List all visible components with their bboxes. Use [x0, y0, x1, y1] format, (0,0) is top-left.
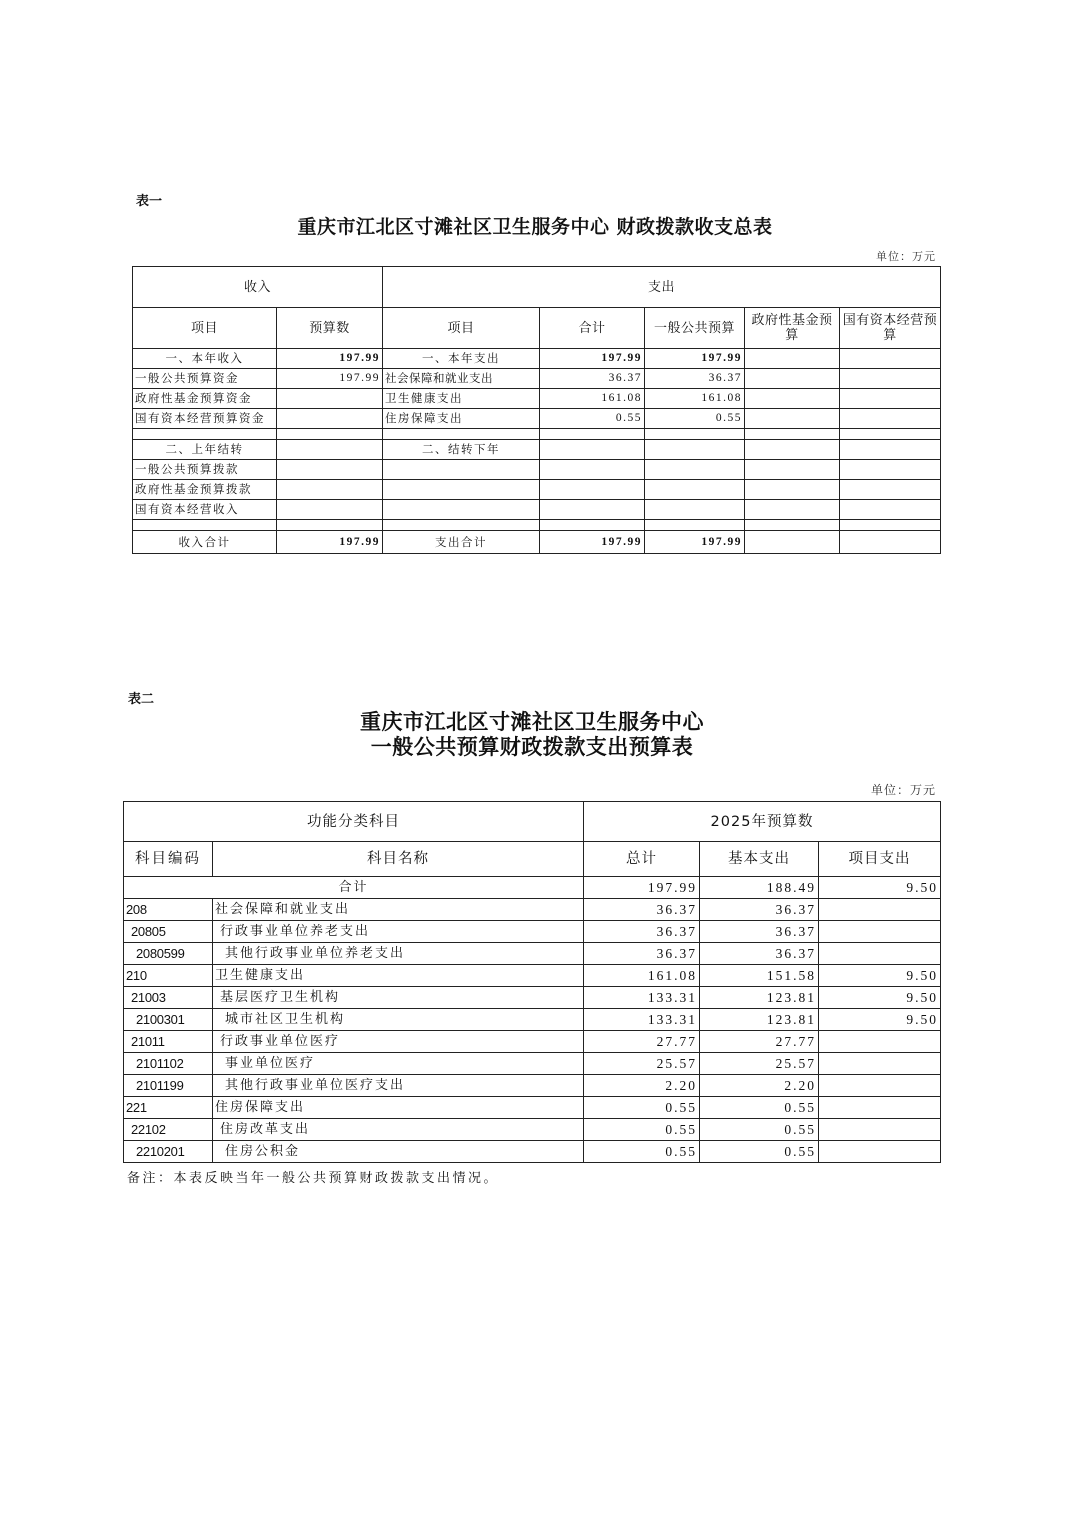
cell-project: 9.50: [819, 965, 941, 987]
cell-general-public: [645, 480, 745, 500]
cell-gov-fund: [745, 389, 840, 409]
cell-project: 9.50: [819, 987, 941, 1009]
cell-basic: 27.77: [700, 1031, 819, 1053]
cell-basic: 0.55: [700, 1097, 819, 1119]
cell-general-public: [645, 500, 745, 520]
summary-table-row: [133, 480, 941, 500]
cell-total: 197.99: [540, 349, 645, 369]
cell-total: 133.31: [584, 987, 700, 1009]
cell-total: 36.37: [584, 943, 700, 965]
col-header-name: 科目名称: [213, 842, 584, 877]
expense-group-header: 支出: [383, 267, 941, 308]
cell-income-budget: 197.99: [277, 531, 383, 554]
cell-name: 其他行政事业单位养老支出: [213, 943, 584, 965]
cell-total: 25.57: [584, 1053, 700, 1075]
category-group-header: 功能分类科目: [124, 802, 584, 842]
table1-title: 重庆市江北区寸滩社区卫生服务中心 财政拨款收支总表: [297, 216, 773, 238]
col-header-income-item: 项目: [133, 308, 277, 349]
total-row-label: 合计: [124, 877, 584, 899]
expenditure-table-row: [124, 1031, 941, 1053]
cell-code: 22102: [124, 1119, 213, 1141]
cell-state-capital: [840, 531, 941, 554]
table2-tag: 表二: [128, 692, 155, 707]
summary-table-row: [133, 440, 941, 460]
cell-general-public: [645, 440, 745, 460]
cell-total: 36.37: [584, 899, 700, 921]
total-row: [124, 877, 941, 899]
cell-basic: 151.58: [700, 965, 819, 987]
cell-income-item: 政府性基金预算资金: [133, 389, 277, 409]
cell-total: [540, 460, 645, 480]
cell-name: 社会保障和就业支出: [213, 899, 584, 921]
cell-gov-fund: [745, 429, 840, 440]
cell-expense-item: [383, 500, 540, 520]
cell-state-capital: [840, 429, 941, 440]
cell-basic: 36.37: [700, 899, 819, 921]
expenditure-table-row: [124, 1009, 941, 1031]
expenditure-table-row: [124, 943, 941, 965]
cell-income-budget: 197.99: [277, 369, 383, 389]
summary-table-row: [133, 349, 941, 369]
cell-income-item: 国有资本经营预算资金: [133, 409, 277, 429]
cell-expense-item: [383, 520, 540, 531]
cell-state-capital: [840, 389, 941, 409]
cell-total: 0.55: [540, 409, 645, 429]
total-row-basic: 188.49: [700, 877, 819, 899]
cell-total: 0.55: [584, 1119, 700, 1141]
cell-total: 197.99: [540, 531, 645, 554]
cell-total: 161.08: [584, 965, 700, 987]
cell-code: 210: [124, 965, 213, 987]
cell-name: 基层医疗卫生机构: [213, 987, 584, 1009]
cell-income-budget: [277, 480, 383, 500]
cell-basic: 36.37: [700, 921, 819, 943]
cell-expense-item: [383, 460, 540, 480]
summary-table-row: [133, 369, 941, 389]
expenditure-table: [123, 801, 941, 1163]
table2-note: 备注：本表反映当年一般公共预算财政拨款支出情况。: [127, 1171, 500, 1186]
cell-state-capital: [840, 349, 941, 369]
cell-project: [819, 1119, 941, 1141]
cell-code: 2210201: [124, 1141, 213, 1163]
summary-table-row: [133, 389, 941, 409]
cell-code: 208: [124, 899, 213, 921]
cell-income-budget: 197.99: [277, 349, 383, 369]
cell-basic: 123.81: [700, 987, 819, 1009]
cell-gov-fund: [745, 409, 840, 429]
cell-state-capital: [840, 440, 941, 460]
cell-gov-fund: [745, 480, 840, 500]
cell-income-item: 国有资本经营收入: [133, 500, 277, 520]
cell-general-public: 0.55: [645, 409, 745, 429]
cell-expense-item: 卫生健康支出: [383, 389, 540, 409]
col-header-income-budget: 预算数: [277, 308, 383, 349]
cell-basic: 2.20: [700, 1075, 819, 1097]
cell-gov-fund: [745, 520, 840, 531]
cell-name: 事业单位医疗: [213, 1053, 584, 1075]
cell-name: 行政事业单位医疗: [213, 1031, 584, 1053]
table2-unit: 单位：万元: [870, 783, 936, 797]
summary-table-row: [133, 460, 941, 480]
cell-name: 其他行政事业单位医疗支出: [213, 1075, 584, 1097]
cell-general-public: 197.99: [645, 349, 745, 369]
cell-project: [819, 899, 941, 921]
table1-tag: 表一: [136, 194, 163, 209]
cell-state-capital: [840, 369, 941, 389]
cell-name: 住房改革支出: [213, 1119, 584, 1141]
col-header-total: 合计: [540, 308, 645, 349]
cell-state-capital: [840, 480, 941, 500]
summary-table-row: [133, 531, 941, 554]
cell-total: 161.08: [540, 389, 645, 409]
summary-table: [132, 266, 941, 554]
cell-total: 36.37: [540, 369, 645, 389]
total-row-total: 197.99: [584, 877, 700, 899]
cell-basic: 0.55: [700, 1119, 819, 1141]
col-header-basic: 基本支出: [700, 842, 819, 877]
cell-state-capital: [840, 520, 941, 531]
cell-income-item: 一、本年收入: [133, 349, 277, 369]
cell-code: 20805: [124, 921, 213, 943]
cell-name: 住房公积金: [213, 1141, 584, 1163]
cell-basic: 0.55: [700, 1141, 819, 1163]
cell-gov-fund: [745, 349, 840, 369]
cell-basic: 36.37: [700, 943, 819, 965]
expenditure-table-row: [124, 1119, 941, 1141]
cell-total: 27.77: [584, 1031, 700, 1053]
cell-gov-fund: [745, 500, 840, 520]
cell-expense-item: 一、本年支出: [383, 349, 540, 369]
cell-gov-fund: [745, 369, 840, 389]
expenditure-table-row: [124, 1075, 941, 1097]
cell-code: 2101199: [124, 1075, 213, 1097]
cell-gov-fund: [745, 460, 840, 480]
cell-project: 9.50: [819, 1009, 941, 1031]
table1-unit: 单位：万元: [876, 250, 936, 263]
cell-project: [819, 921, 941, 943]
col-header-expense-item: 项目: [383, 308, 540, 349]
cell-income-item: 政府性基金预算拨款: [133, 480, 277, 500]
cell-project: [819, 1031, 941, 1053]
cell-code: 2080599: [124, 943, 213, 965]
cell-expense-item: 二、结转下年: [383, 440, 540, 460]
summary-table-row: [133, 409, 941, 429]
cell-gov-fund: [745, 531, 840, 554]
cell-expense-item: [383, 480, 540, 500]
expenditure-table-row: [124, 921, 941, 943]
cell-general-public: 161.08: [645, 389, 745, 409]
cell-total: 2.20: [584, 1075, 700, 1097]
cell-state-capital: [840, 409, 941, 429]
col-header-code: 科目编码: [124, 842, 213, 877]
cell-code: 221: [124, 1097, 213, 1119]
cell-income-budget: [277, 440, 383, 460]
cell-total: [540, 429, 645, 440]
cell-general-public: [645, 520, 745, 531]
cell-total: [540, 520, 645, 531]
expenditure-table-row: [124, 965, 941, 987]
cell-state-capital: [840, 460, 941, 480]
summary-table-row: [133, 429, 941, 440]
cell-income-item: 收入合计: [133, 531, 277, 554]
cell-income-budget: [277, 520, 383, 531]
cell-basic: 25.57: [700, 1053, 819, 1075]
expenditure-table-row: [124, 1141, 941, 1163]
cell-code: 2100301: [124, 1009, 213, 1031]
cell-code: 2101102: [124, 1053, 213, 1075]
cell-income-item: 二、上年结转: [133, 440, 277, 460]
cell-income-budget: [277, 389, 383, 409]
cell-expense-item: 住房保障支出: [383, 409, 540, 429]
summary-table-row: [133, 500, 941, 520]
cell-state-capital: [840, 500, 941, 520]
cell-income-item: [133, 520, 277, 531]
expenditure-table-row: [124, 1097, 941, 1119]
table2-title-line2: 一般公共预算财政拨款支出预算表: [370, 734, 694, 759]
summary-table-row: [133, 520, 941, 531]
cell-general-public: [645, 460, 745, 480]
cell-name: 卫生健康支出: [213, 965, 584, 987]
cell-total: 0.55: [584, 1097, 700, 1119]
col-header-project: 项目支出: [819, 842, 941, 877]
cell-expense-item: 支出合计: [383, 531, 540, 554]
cell-total: 0.55: [584, 1141, 700, 1163]
cell-income-budget: [277, 409, 383, 429]
cell-name: 行政事业单位养老支出: [213, 921, 584, 943]
cell-expense-item: [383, 429, 540, 440]
cell-project: [819, 1097, 941, 1119]
cell-name: 住房保障支出: [213, 1097, 584, 1119]
income-group-header: 收入: [133, 267, 383, 308]
cell-expense-item: 社会保障和就业支出: [383, 369, 540, 389]
cell-project: [819, 1053, 941, 1075]
cell-total: 133.31: [584, 1009, 700, 1031]
col-header-state-capital: 国有资本经营预算: [840, 308, 941, 349]
cell-total: [540, 440, 645, 460]
cell-name: 城市社区卫生机构: [213, 1009, 584, 1031]
cell-project: [819, 1075, 941, 1097]
cell-income-item: 一般公共预算资金: [133, 369, 277, 389]
col-header-total: 总计: [584, 842, 700, 877]
cell-total: [540, 480, 645, 500]
cell-project: [819, 943, 941, 965]
cell-general-public: 36.37: [645, 369, 745, 389]
col-header-gov-fund: 政府性基金预算: [745, 308, 840, 349]
expenditure-table-row: [124, 1053, 941, 1075]
cell-code: 21003: [124, 987, 213, 1009]
cell-project: [819, 1141, 941, 1163]
expenditure-table-row: [124, 899, 941, 921]
cell-code: 21011: [124, 1031, 213, 1053]
cell-total: 36.37: [584, 921, 700, 943]
cell-income-item: [133, 429, 277, 440]
cell-gov-fund: [745, 440, 840, 460]
cell-basic: 123.81: [700, 1009, 819, 1031]
cell-general-public: [645, 429, 745, 440]
budget-group-header: 2025年预算数: [584, 802, 941, 842]
cell-total: [540, 500, 645, 520]
expenditure-table-row: [124, 987, 941, 1009]
cell-income-budget: [277, 500, 383, 520]
cell-income-budget: [277, 460, 383, 480]
cell-general-public: 197.99: [645, 531, 745, 554]
cell-income-budget: [277, 429, 383, 440]
table2-title-line1: 重庆市江北区寸滩社区卫生服务中心: [360, 709, 704, 734]
cell-income-item: 一般公共预算拨款: [133, 460, 277, 480]
col-header-general-public: 一般公共预算: [645, 308, 745, 349]
total-row-project: 9.50: [819, 877, 941, 899]
